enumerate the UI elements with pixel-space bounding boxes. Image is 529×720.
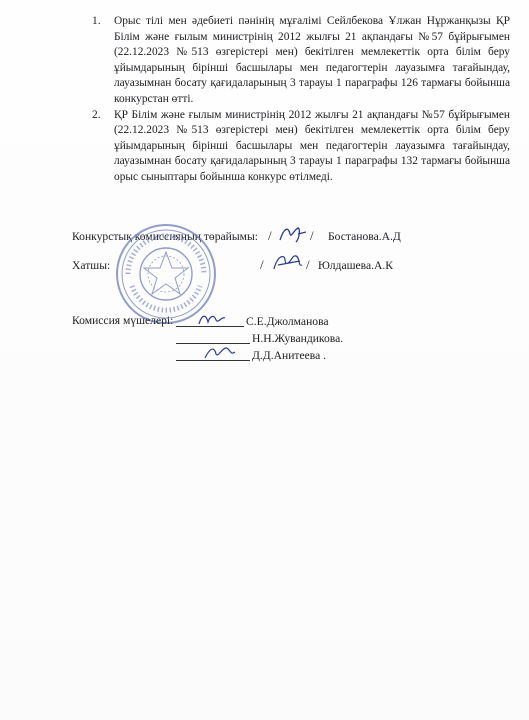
decision-list [92, 14, 510, 186]
list-item-text: Орыс тілі мен әдебиеті пәнінің мұғалімі Сейлбекова Ұлжан Нұржанқызы ҚР Білім және ғылым министрінің 2012 жылғы 21 ақпандағы №57 бұйрығымен (22.12.2023 №513 өзгерістері мен) бекітілген мемлекеттік орта білім беру ұйымдарының бірінші басшылары мен педагогтерін лауазымға тағайындау, лауазымнан босату қағидаларының 3 тарауы 1 параграфы 126 тармағы бойынша конкурстан өтті. [114, 15, 510, 105]
chair-name: Бостанова.А.Д [328, 230, 401, 243]
list-item-number: 2. [92, 108, 101, 121]
member-name: Н.Н.Жувандикова. [252, 332, 344, 345]
secretary-name: Юлдашева.А.К [318, 259, 394, 272]
members-label: Комиссия мүшелері: [72, 314, 174, 327]
slash-mark: / [268, 228, 272, 243]
list-item-text: ҚР Білім және ғылым министрінің 2012 жылғы 21 ақпандағы №57 бұйрығымен (22.12.2023 №513 өзгерістері мен) бекітілген мемлекеттік орта білім беру ұйымдарының бірінші басшылары мен педагогтерін лауазымға тағайындау, лауазымнан босату қағидаларының 3 тарауы 1 параграфы 132 тармағы бойынша орыс сыныптары бойынша конкурс өтілмеді. [114, 108, 510, 183]
chair-label: Конкурстық комиссияның төрайымы: [72, 230, 258, 243]
member-signature-icon [196, 310, 228, 330]
secretary-signature-icon [270, 251, 310, 275]
chair-signature-icon [276, 224, 312, 246]
slash-mark: / [260, 257, 264, 272]
member-name: С.Е.Джолманова [246, 315, 329, 328]
member-name: Д.Д.Анитеева . [252, 349, 327, 362]
secretary-label: Хатшы: [72, 259, 111, 272]
list-item [92, 14, 510, 108]
list-item-number: 1. [92, 15, 101, 27]
slash-mark: / [310, 228, 314, 243]
list-item [92, 108, 510, 186]
member-signature-icon [202, 342, 238, 362]
slash-mark: / [306, 257, 310, 272]
